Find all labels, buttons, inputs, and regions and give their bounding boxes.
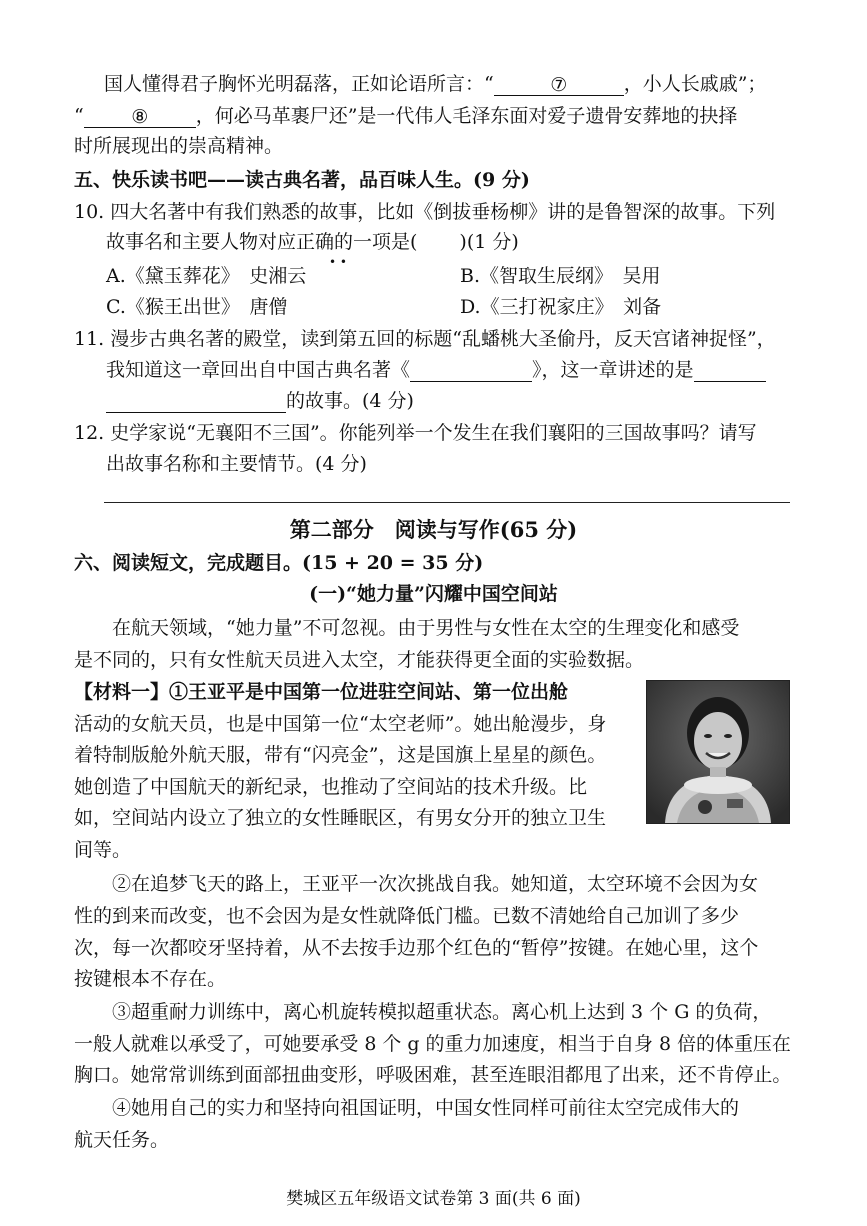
q10-option-b: B.《智取生辰纲》 吴用	[460, 265, 661, 287]
passage-title: (一)“她力量”闪耀中国空间站	[309, 583, 558, 605]
material-1-line-5: 如，空间站内设立了独立的女性睡眠区，有男女分开的独立卫生	[74, 807, 607, 829]
intro-line-2: 是不同的，只有女性航天员进入太空，才能获得更全面的实验数据。	[74, 649, 645, 671]
q11-line-3: 的故事。(4 分)	[106, 389, 414, 413]
astronaut-photo	[646, 680, 790, 824]
astronaut-illustration	[647, 681, 789, 823]
paragraph-3-line-2: 一般人就难以承受了，可她要承受 8 个 g 的重力加速度，相当于自身 8 倍的体重压在	[74, 1033, 791, 1055]
paragraph-2-line-3: 次，每一次都咬牙坚持着，从不去按手边那个红色的“暂停”按键。在她心里，这个	[74, 937, 759, 959]
blank-story-1	[694, 359, 766, 382]
paragraph-4-line-2: 航天任务。	[74, 1129, 170, 1151]
paragraph-2-line-1: ②在追梦飞天的路上，王亚平一次次挑战自我。她知道，太空环境不会因为女	[112, 873, 759, 895]
paragraph-2-line-4: 按键根本不存在。	[74, 968, 227, 990]
material-1-line-6: 间等。	[74, 839, 132, 861]
part-2-title: 第二部分 阅读与写作(65 分)	[289, 517, 578, 542]
q12-line-2: 出故事名称和主要情节。(4 分)	[106, 453, 367, 475]
section-divider	[104, 502, 790, 503]
paragraph-2-line-2: 性的到来而改变，也不会因为是女性就降低门槛。已数不清她给自己加训了多少	[74, 905, 740, 927]
paragraph-3-line-3: 胸口。她常常训练到面部扭曲变形，呼吸困难，甚至连眼泪都甩了出来，还不肯停止。	[74, 1064, 792, 1086]
material-1-line-1: 【材料一】①王亚平是中国第一位进驻空间站、第一位出舱	[74, 681, 569, 703]
material-1-line-4: 她创造了中国航天的新纪录，也推动了空间站的技术升级。比	[74, 776, 588, 798]
q10-line-1: 10. 四大名著中有我们熟悉的故事，比如《倒拔垂杨柳》讲的是鲁智深的故事。下列	[74, 201, 776, 223]
poem-line-1: 国人懂得君子胸怀光明磊落，正如论语所言：“ ⑦ ，小人长戚戚”；	[104, 73, 767, 96]
q12-line-1: 12. 史学家说“无襄阳不三国”。你能列举一个发生在我们襄阳的三国故事吗？请写	[74, 422, 757, 444]
paragraph-3-line-1: ③超重耐力训练中，离心机旋转模拟超重状态。离心机上达到 3 个 G 的负荷，	[112, 1001, 772, 1023]
poem-line-3: 时所展现出的崇高精神。	[74, 135, 284, 157]
section-6-heading: 六、阅读短文，完成题目。(15 + 20 = 35 分)	[74, 552, 484, 574]
q10-option-a: A.《黛玉葬花》 史湘云	[106, 265, 307, 287]
q10-line-2: 故事名和主要人物对应正确的一项是( )(1 分)	[106, 231, 519, 253]
q10-option-d: D.《三打祝家庄》 刘备	[460, 296, 662, 318]
q11-line-1: 11. 漫步古典名著的殿堂，读到第五回的标题“乱蟠桃大圣偷丹，反天宫诸神捉怪”，	[74, 328, 776, 350]
blank-8: ⑧	[84, 105, 196, 128]
section-5-heading: 五、快乐读书吧——读古典名著，品百味人生。(9 分)	[74, 169, 530, 191]
poem-line-2: “ ⑧ ，何必马革裹尸还”是一代伟人毛泽东面对爱子遗骨安葬地的抉择	[74, 105, 738, 128]
emphasis-dots: • •	[329, 255, 347, 269]
intro-line-1: 在航天领域，“她力量”不可忽视。由于男性与女性在太空的生理变化和感受	[112, 617, 740, 639]
material-1-line-2: 活动的女航天员，也是中国第一位“太空老师”。她出舱漫步，身	[74, 713, 607, 735]
paragraph-4-line-1: ④她用自己的实力和坚持向祖国证明，中国女性同样可前往太空完成伟大的	[112, 1097, 740, 1119]
q10-option-c: C.《猴王出世》 唐僧	[106, 296, 288, 318]
material-1-line-3: 着特制版舱外航天服，带有“闪亮金”，这是国旗上星星的颜色。	[74, 744, 607, 766]
blank-story-2	[106, 390, 286, 413]
blank-book-name	[410, 359, 532, 382]
page-footer: 樊城区五年级语文试卷第 3 面(共 6 面)	[286, 1189, 581, 1209]
blank-7: ⑦	[494, 73, 624, 96]
q11-line-2: 我知道这一章回出自中国古典名著《 》，这一章讲述的是	[106, 358, 766, 382]
